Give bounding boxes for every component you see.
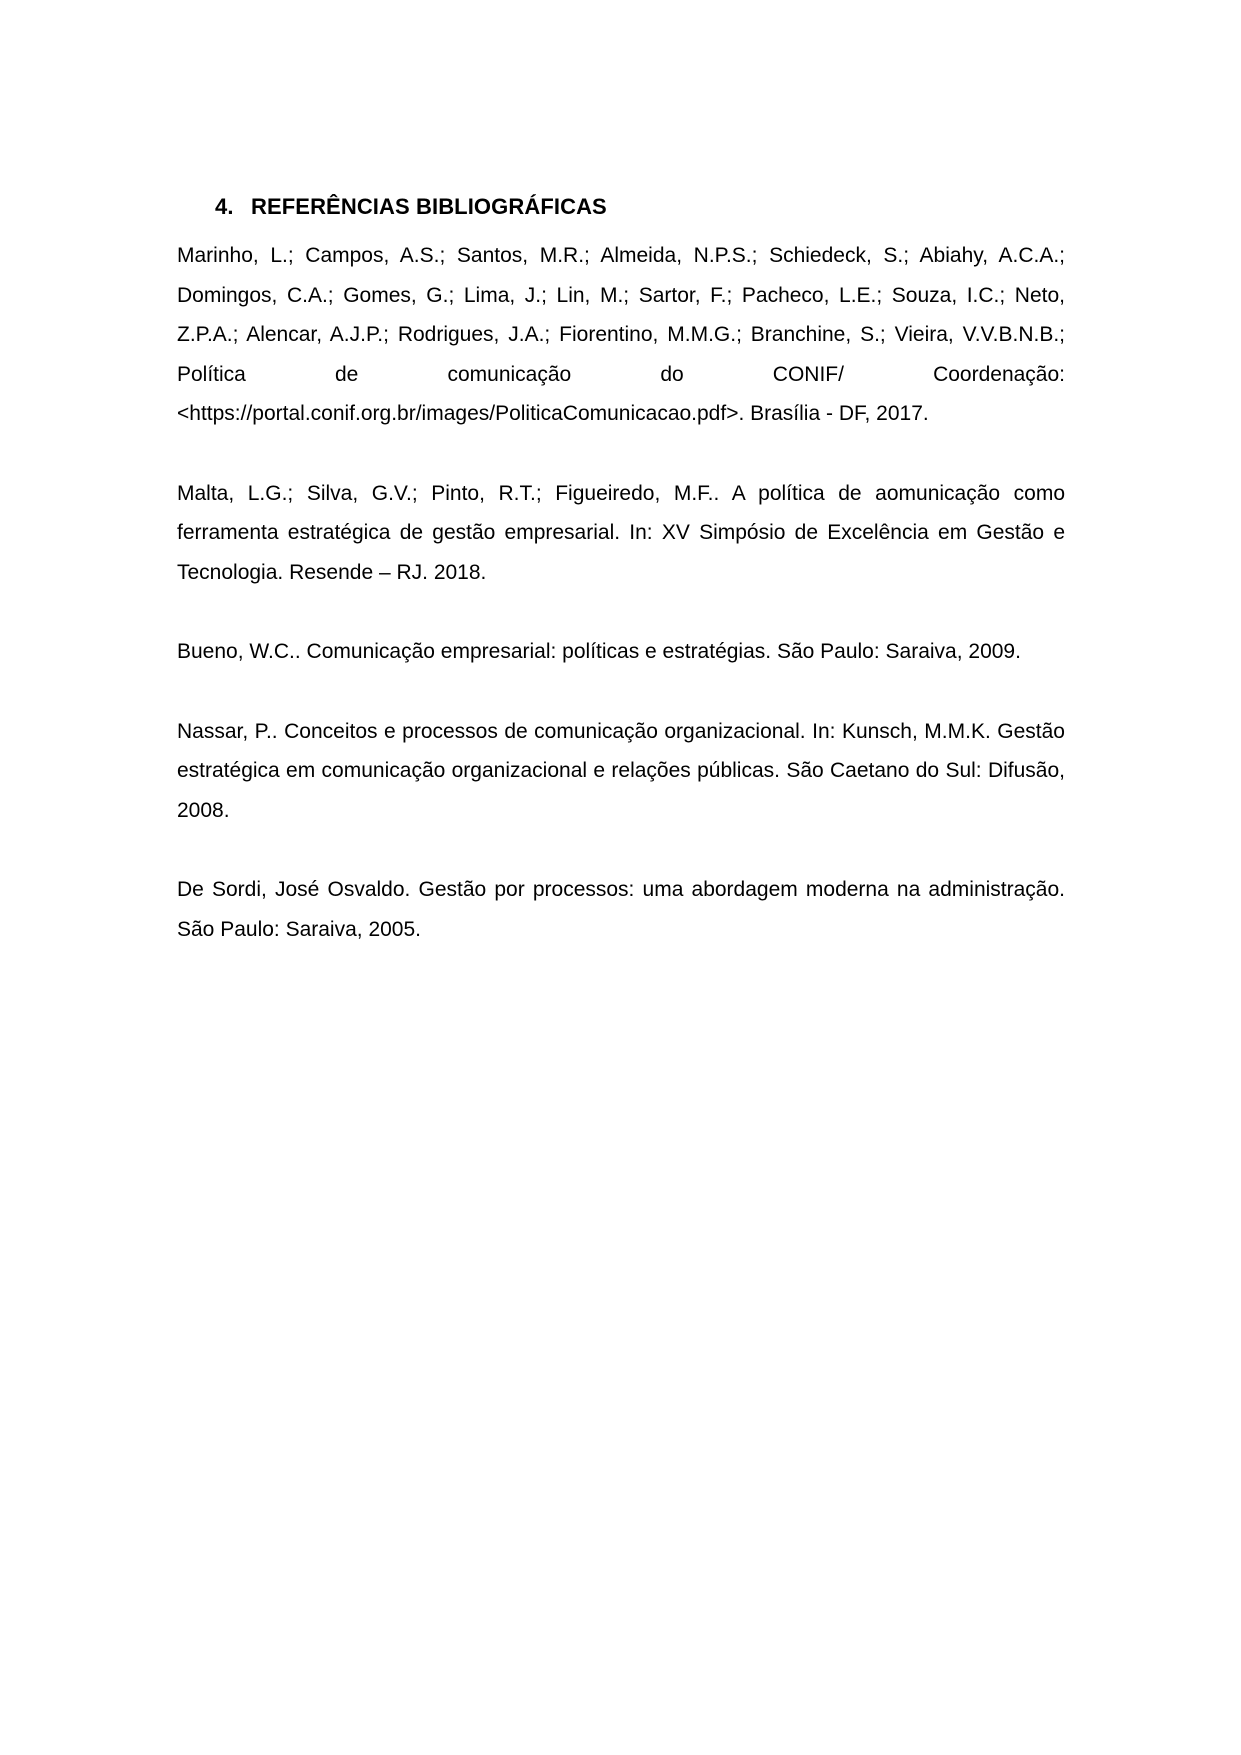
section-title: REFERÊNCIAS BIBLIOGRÁFICAS (251, 194, 607, 219)
reference-entry: Marinho, L.; Campos, A.S.; Santos, M.R.; Almeida, N.P.S.; Schiedeck, S.; Abiahy, A.C.A.; Domingos, C.A.; Gomes, G.; Lima, J.; Lin, M.; Sartor, F.; Pacheco, L.E.; Souza, I.C.; Neto, Z.P.A.; Alencar, A.J.P.; Rodrigues, J.A.; Fiorentino, M.M.G.; Branchine, S.; Vieira, V.V.B.N.B.; Política de comunicação do CONIF/ Coordenação: <https://portal.conif.org.br/images/PoliticaComunicacao.pdf>. Brasília - DF, 2017. (177, 244, 1065, 425)
section-number: 4. (215, 194, 234, 219)
section-heading (215, 192, 607, 222)
reference-entry: Nassar, P.. Conceitos e processos de comunicação organizacional. In: Kunsch, M.M.K. Gestão estratégica em comunicação organizacional e relações públicas. São Caetano do Sul: Difusão, 2008. (177, 719, 1065, 822)
reference-list (177, 236, 1065, 989)
reference-entry: De Sordi, José Osvaldo. Gestão por processos: uma abordagem moderna na administração. São Paulo: Saraiva, 2005. (177, 878, 1065, 941)
reference-entry: Bueno, W.C.. Comunicação empresarial: políticas e estratégias. São Paulo: Saraiva, 2009. (177, 640, 1021, 663)
reference-entry: Malta, L.G.; Silva, G.V.; Pinto, R.T.; Figueiredo, M.F.. A política de aomunicação como ferramenta estratégica de gestão empresarial. In: XV Simpósio de Excelência em Gestão e Tecnologia. Resende – RJ. 2018. (177, 481, 1065, 584)
